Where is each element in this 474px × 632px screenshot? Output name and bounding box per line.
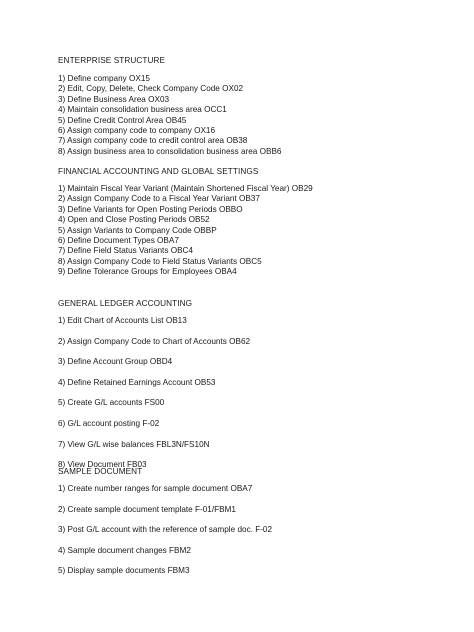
- list-item: 5) Display sample documents FBM3: [58, 566, 190, 576]
- list-item: 4) Maintain consolidation business area OCC1: [58, 105, 227, 115]
- section-heading-financial-accounting: FINANCIAL ACCOUNTING AND GLOBAL SETTINGS: [58, 167, 259, 176]
- section-heading-sample-document: SAMPLE DOCUMENT: [58, 467, 143, 476]
- list-item: 1) Edit Chart of Accounts List OB13: [58, 316, 187, 325]
- list-item: 7) View G/L wise balances FBL3N/FS10N: [58, 439, 210, 449]
- list-item: 6) Define Document Types OBA7: [58, 236, 179, 246]
- list-item: 8) View Document FB03: [58, 460, 147, 470]
- list-item: 1) Define company OX15: [58, 74, 150, 83]
- sample-document-list: [58, 484, 272, 587]
- list-item: 1) Create number ranges for sample document OBA7: [58, 484, 253, 493]
- list-item: 2) Create sample document template F-01/FBM1: [58, 504, 236, 514]
- list-item: 2) Assign Company Code to Chart of Accounts OB62: [58, 336, 251, 346]
- list-item: 7) Assign company code to credit control area OB38: [58, 136, 248, 146]
- list-item: 5) Assign Variants to Company Code OBBP: [58, 225, 217, 235]
- list-item: 6) Assign company code to company OX16: [58, 126, 216, 136]
- list-item: 8) Assign business area to consolidation business area OBB6: [58, 146, 282, 156]
- list-item: 1) Maintain Fiscal Year Variant (Maintain Shortened Fiscal Year) OB29: [58, 184, 313, 193]
- list-item: 3) Define Account Group OBD4: [58, 357, 173, 367]
- list-item: 4) Open and Close Posting Periods OB52: [58, 215, 210, 225]
- enterprise-structure-list: [58, 74, 281, 157]
- list-item: 8) Assign Company Code to Field Status Variants OBC5: [58, 256, 262, 266]
- section-heading-general-ledger: GENERAL LEDGER ACCOUNTING: [58, 299, 193, 308]
- list-item: 3) Define Business Area OX03: [58, 94, 170, 104]
- list-item: 2) Edit, Copy, Delete, Check Company Code OX02: [58, 84, 244, 94]
- list-item: 5) Define Credit Control Area OB45: [58, 115, 187, 125]
- list-item: 2) Assign Company Code to a Fiscal Year Variant OB37: [58, 194, 260, 204]
- list-item: 4) Sample document changes FBM2: [58, 545, 191, 555]
- list-item: 7) Define Field Status Variants OBC4: [58, 246, 194, 256]
- general-ledger-list: [58, 316, 250, 481]
- section-heading-enterprise-structure: ENTERPRISE STRUCTURE: [58, 56, 166, 65]
- list-item: 9) Define Tolerance Groups for Employees OBA4: [58, 267, 237, 277]
- list-item: 3) Define Variants for Open Posting Periods OBBO: [58, 204, 243, 214]
- list-item: 5) Create G/L accounts FS00: [58, 398, 165, 408]
- list-item: 6) G/L account posting F-02: [58, 418, 160, 428]
- list-item: 3) Post G/L account with the reference of sample doc. F-02: [58, 525, 273, 535]
- financial-accounting-list: [58, 184, 313, 278]
- list-item: 4) Define Retained Earnings Account OB53: [58, 377, 216, 387]
